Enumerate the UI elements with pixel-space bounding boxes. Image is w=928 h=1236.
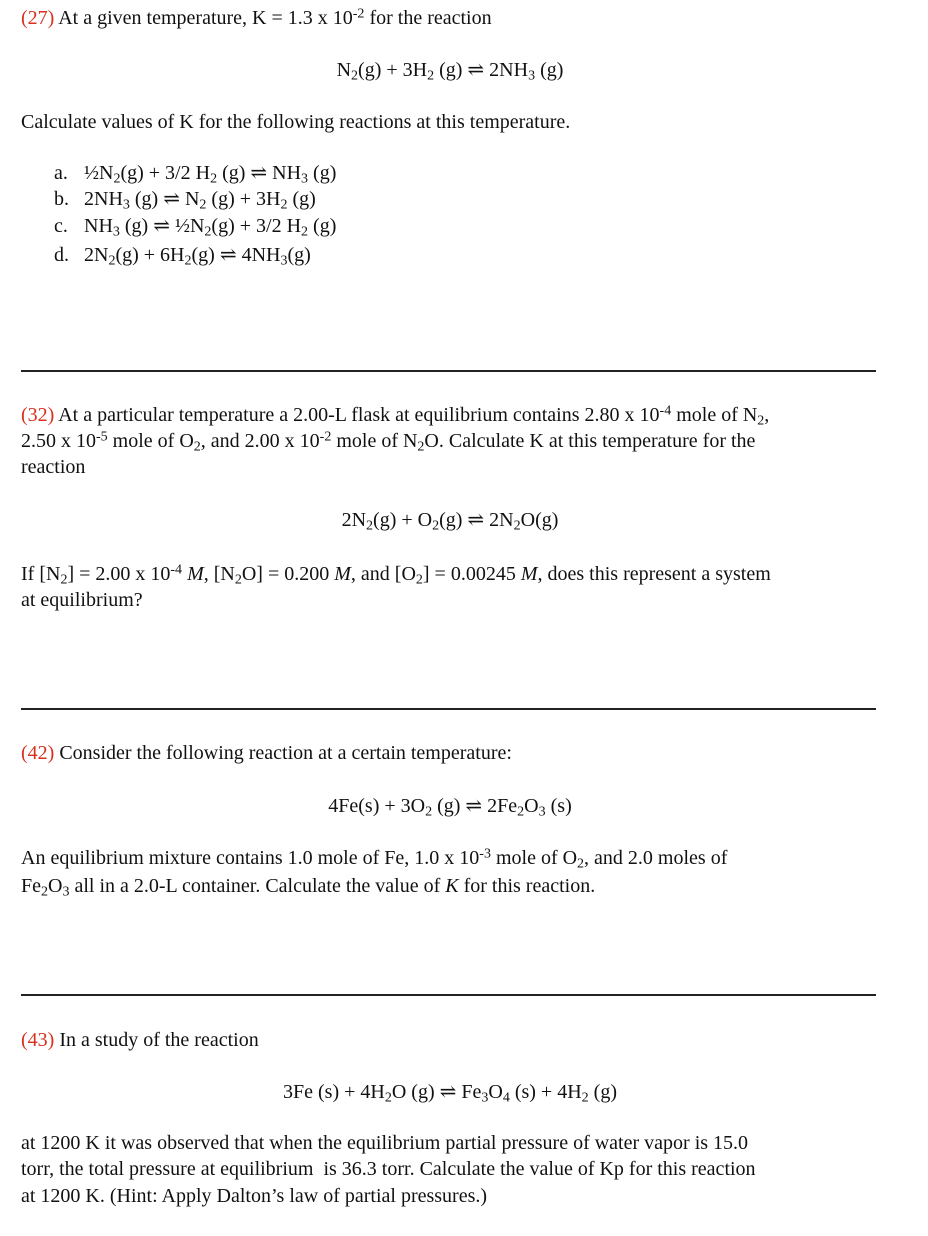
q42-line1: An equilibrium mixture contains 1.0 mole of Fe, 1.0 x $10^{-3}$ mole of $O_2$, and 2.0 moles of xyxy=(21,846,728,872)
question-number: (32) xyxy=(21,404,55,426)
q42-reaction: $4Fe(s) + 3O_2$ (g) ⇌ $2Fe_2O_3$ (s) xyxy=(328,795,572,820)
q32-question-line2: at equilibrium? xyxy=(21,589,143,611)
divider xyxy=(21,994,876,996)
q27-reaction: $N_2(g) + 3H_2$ (g) ⇌ $2NH_3$ (g) xyxy=(336,59,564,84)
q27-item-a: a. $\frac{1}{2}N_2(g) + 3/2$ $H_2$ (g) ⇌ $NH_3$ (g) xyxy=(54,162,337,187)
question-number: (43) xyxy=(21,1029,55,1051)
question-number: (27) xyxy=(21,7,55,29)
q43-line3: at 1200 K. (Hint: Apply Dalton’s law of partial pressures.) xyxy=(21,1185,488,1207)
q43-line2: torr, the total pressure at equilibrium is 36.3 torr. Calculate the value of Kp for this reaction xyxy=(21,1158,756,1180)
q27-prompt: Calculate values of K for the following reactions at this temperature. xyxy=(21,111,571,133)
q32-reaction: $2N_2(g) + O_2(g)$ ⇌ $2N_2O(g)$ xyxy=(341,509,559,534)
q42-intro: (42) Consider the following reaction at a certain temperature: xyxy=(21,742,512,764)
question-number: (42) xyxy=(21,742,55,764)
q27-item-b: b. $2NH_3$ (g) ⇌ $N_2$ $(g) + 3H_2$ (g) xyxy=(54,188,316,213)
q32-line2: 2.50 x $10^{-5}$ mole of $O_2$, and 2.00 x $10^{-2}$ mole of $N_2O$. Calculate K at this temperature for the xyxy=(21,429,756,455)
q27-item-c: c. $NH_3$ (g) ⇌ $\frac{1}{2}N_2(g) + 3/2$ $H_2$ (g) xyxy=(54,215,337,240)
q32-question-line1: If $[N_2] = 2.00$ x $10^{-4}$ M, $[N_2O] = 0.200$ M, and $[O_2] = 0.00245$ M, does this represent a system xyxy=(21,562,771,588)
q43-reaction: 3Fe $(s) + 4H_2O$ (g) ⇌ $Fe_3O_4$ $(s) + 4H_2$ (g) xyxy=(283,1081,617,1106)
q42-line2: $Fe_2O_3$ all in a 2.0-L container. Calculate the value of K for this reaction. xyxy=(21,875,596,900)
q43-line1: at 1200 K it was observed that when the equilibrium partial pressure of water vapor is 15.0 xyxy=(21,1132,749,1154)
q27-intro: (27) At a given temperature, K = 1.3 x $10^{-2}$ for the reaction xyxy=(21,6,492,29)
divider xyxy=(21,708,876,710)
q32-line1: (32) At a particular temperature a 2.00-L flask at equilibrium contains 2.80 x $10^{-4}$ mole of $N_2$, xyxy=(21,403,770,429)
q27-item-d: d. $2N_2(g) + 6H_2(g)$ ⇌ $4NH_3(g)$ xyxy=(54,244,311,269)
divider xyxy=(21,370,876,372)
q43-intro: (43) In a study of the reaction xyxy=(21,1029,259,1051)
q32-line3: reaction xyxy=(21,456,86,478)
